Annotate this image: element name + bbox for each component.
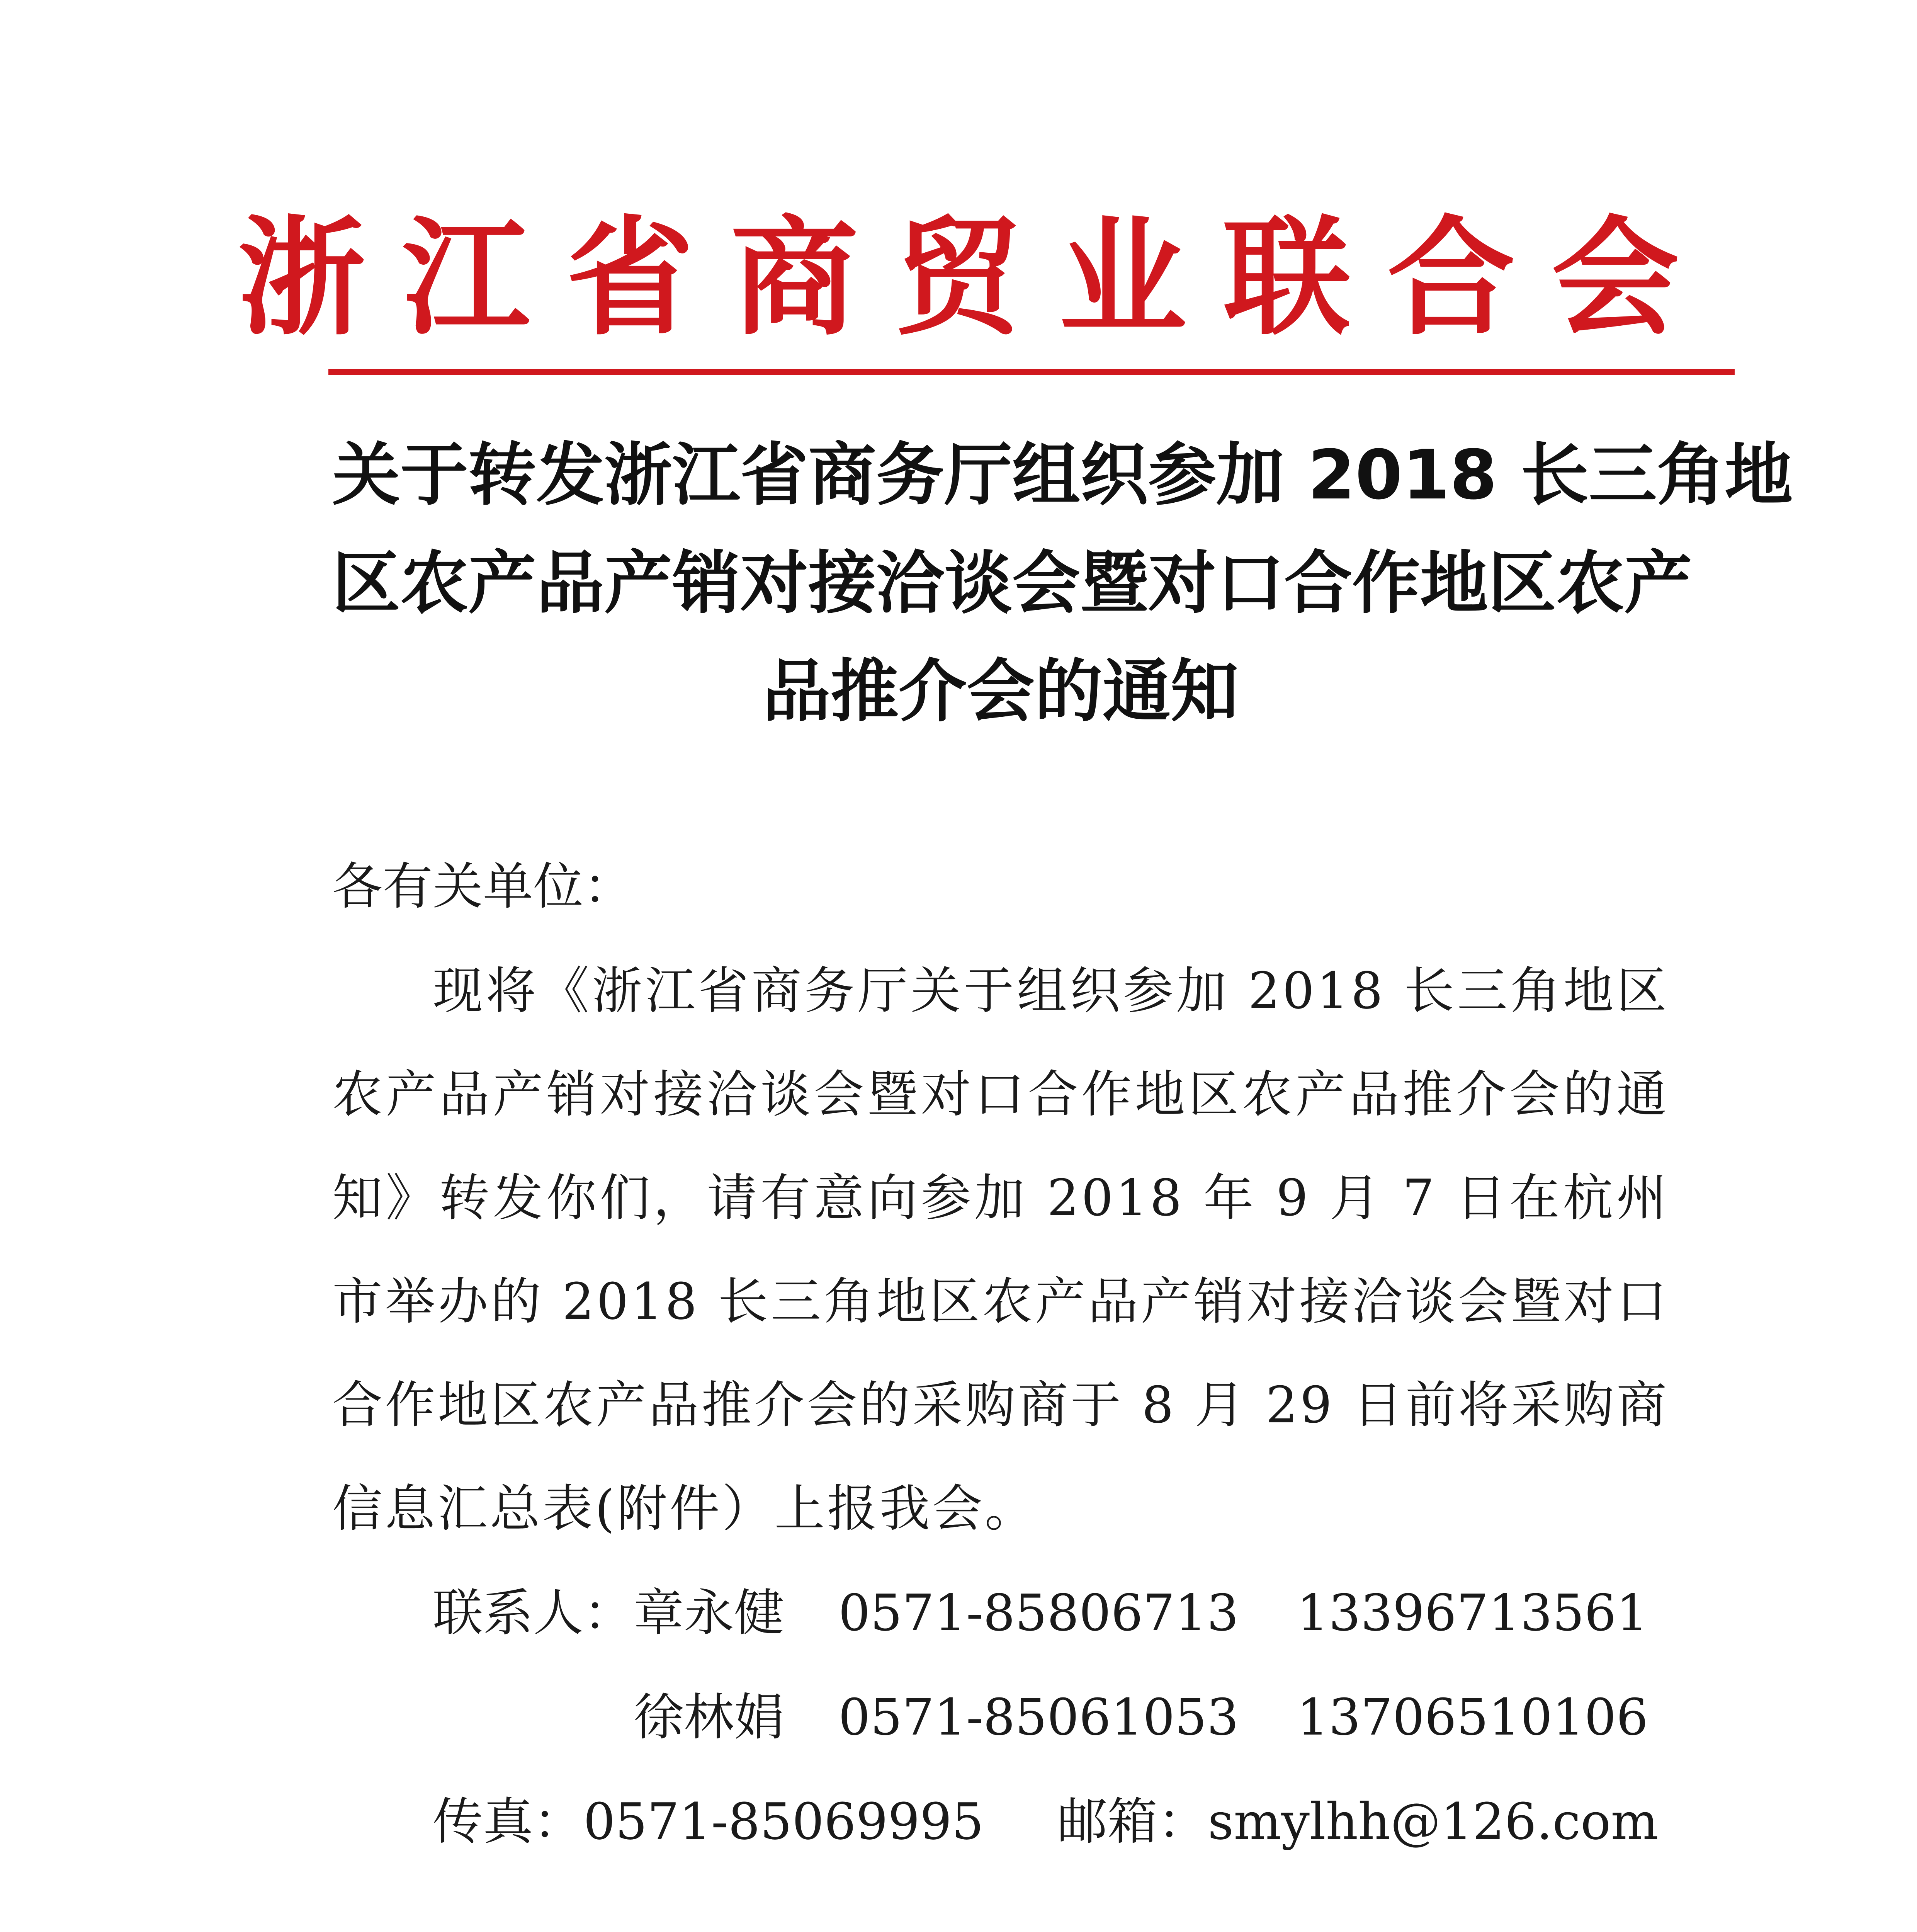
title-line-2: 区农产品产销对接洽谈会暨对口合作地区农产	[332, 544, 1693, 623]
fax-number: 0571-85069995	[583, 1792, 984, 1851]
contact-label: 联系人：	[433, 1583, 634, 1642]
contact-mobile: 13396713561	[1297, 1583, 1648, 1642]
letterhead-red-rule	[328, 369, 1735, 375]
attachment-note	[332, 1917, 1669, 1932]
contact-mobile: 13706510106	[1297, 1688, 1648, 1747]
fax-email-row	[433, 1770, 1659, 1873]
document-title	[332, 421, 1793, 746]
contact-name: 章永健	[634, 1583, 785, 1642]
title-line-1: 关于转发浙江省商务厅组织参加 2018 长三角地	[332, 435, 1793, 515]
salutation: 各有关单位：	[332, 857, 634, 916]
contact-phone: 0571-85806713	[838, 1583, 1239, 1642]
contact-row-2	[634, 1665, 1648, 1769]
fax-label: 传真：	[433, 1792, 584, 1851]
contact-phone: 0571-85061053	[838, 1688, 1239, 1747]
contact-name: 徐林娟	[634, 1688, 785, 1747]
body-paragraph: 现将《浙江省商务厅关于组织参加 2018 长三角地区农产品产销对接洽谈会暨对口合作地区农产品推介会的通知》转发你们，请有意向参加 2018 年 9 月 7 日在杭州市举办的 2018 长三角地区农产品产销对接洽谈会暨对口合作地区农产品推介会的采购商于 8 月 29 日前将采购商信息汇总表(附件）上报我会。	[332, 961, 1669, 1538]
title-line-3: 品推介会的通知	[762, 652, 1239, 731]
email-address: smylhh@126.com	[1208, 1792, 1659, 1851]
letterhead-org-name: 浙江省商贸业联合会	[238, 204, 1716, 352]
email-label: 邮箱：	[1057, 1792, 1208, 1851]
contact-row-1	[433, 1561, 1648, 1665]
